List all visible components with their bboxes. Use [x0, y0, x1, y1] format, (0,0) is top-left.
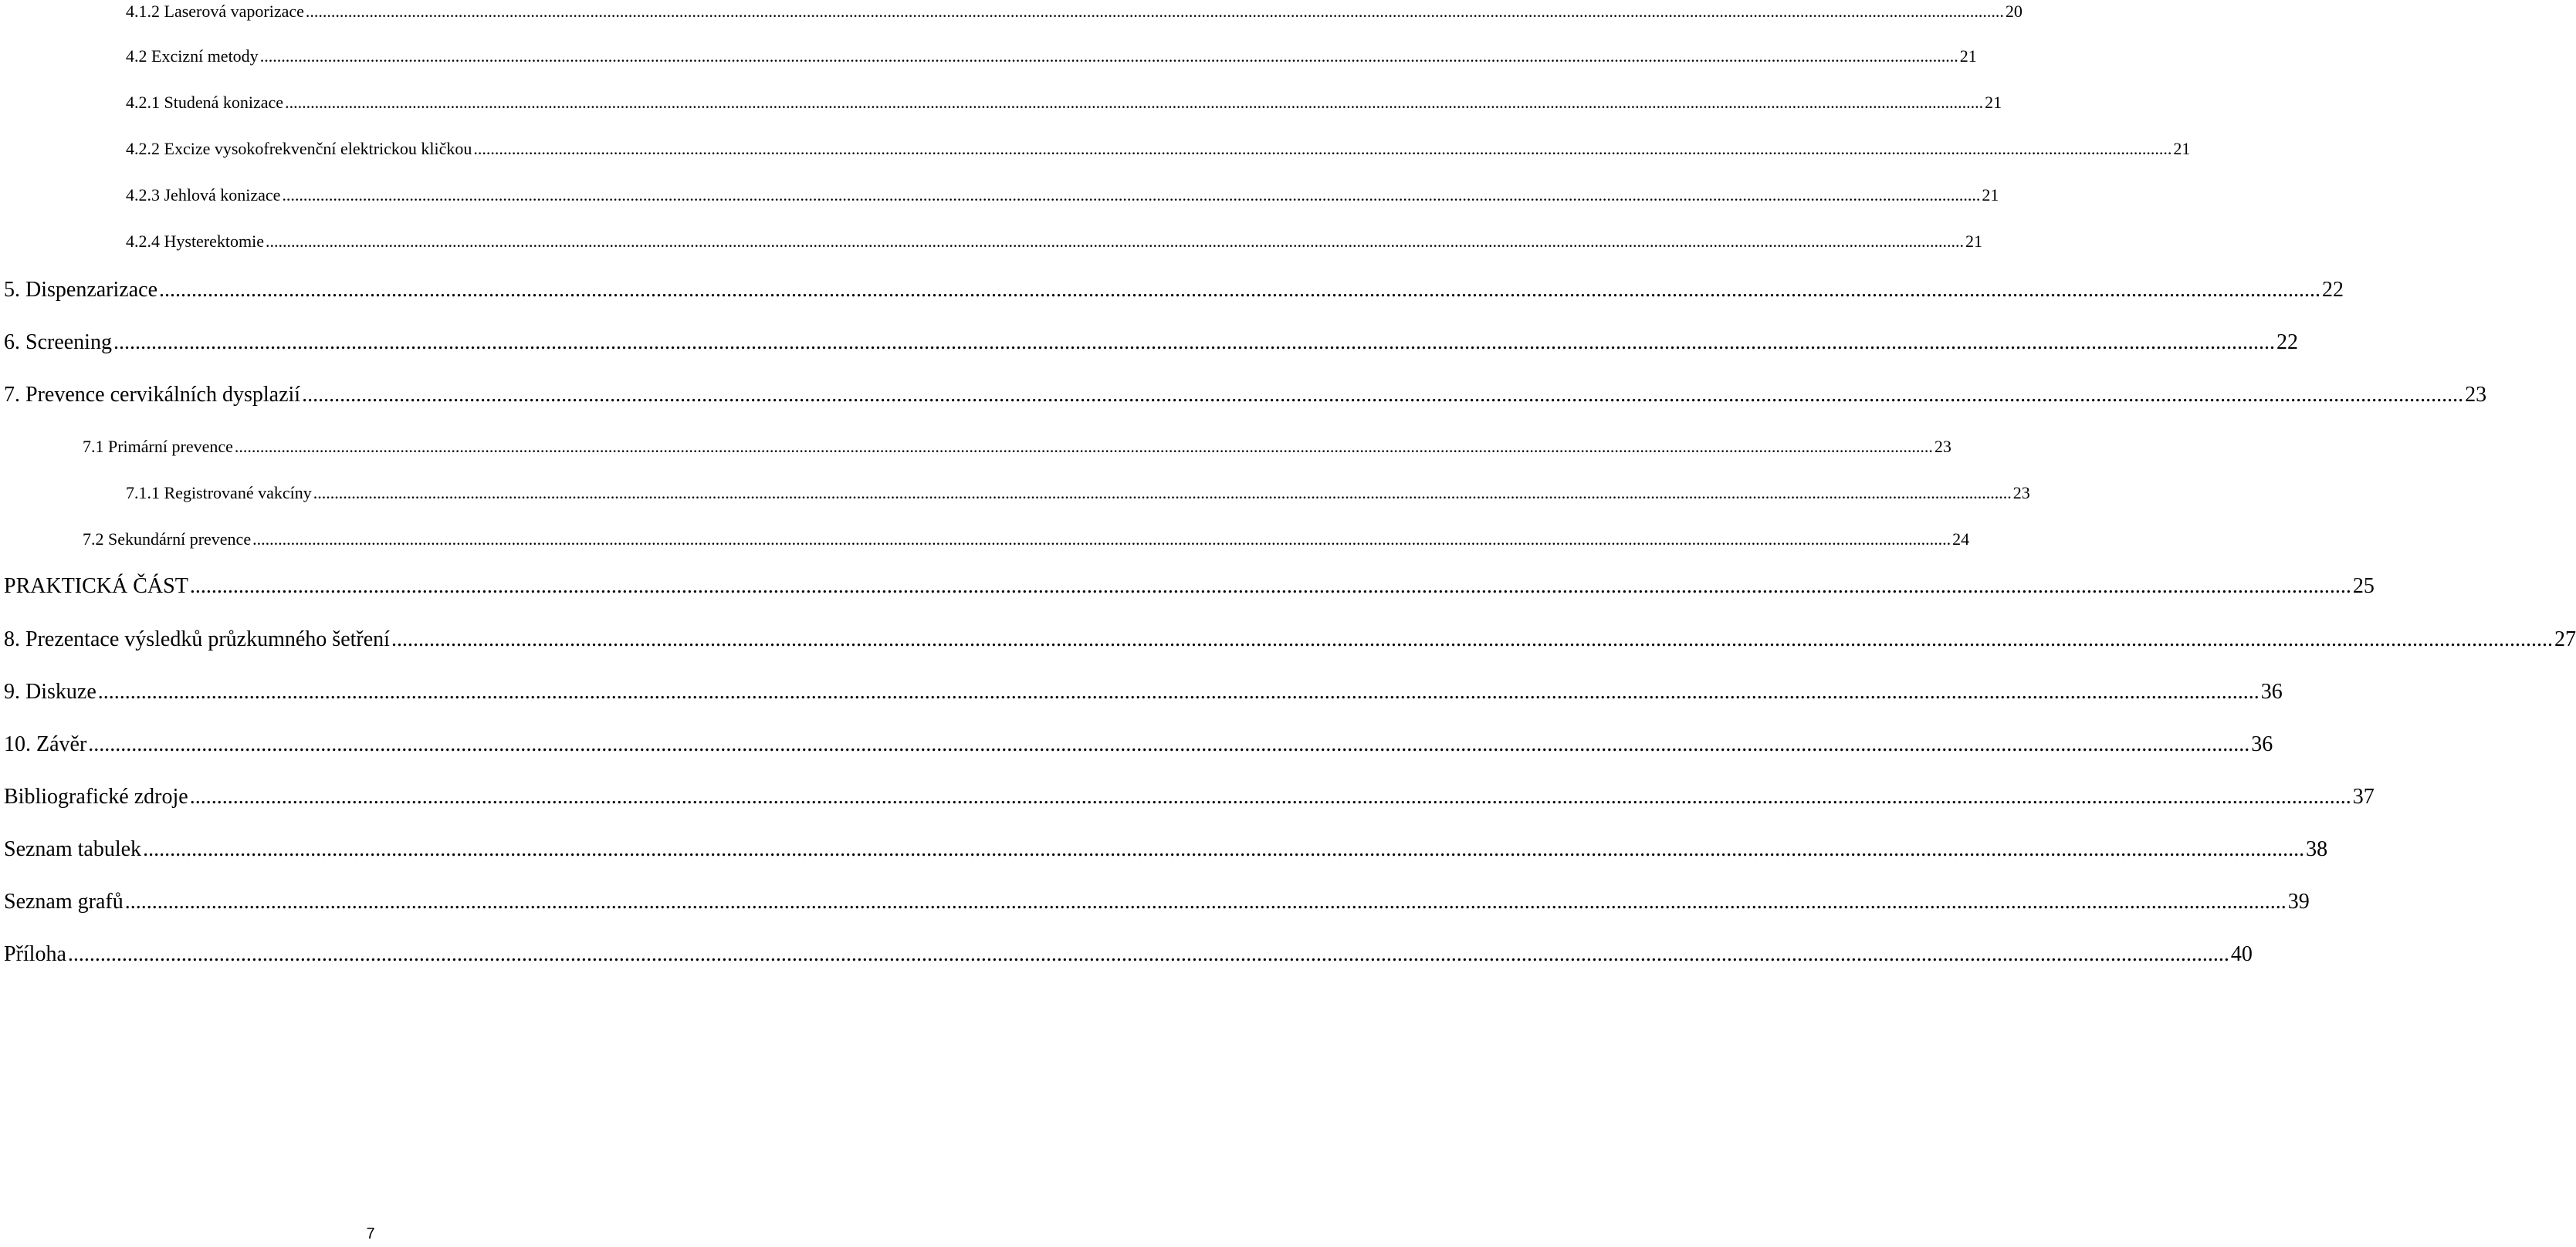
toc-entry[interactable] — [126, 91, 2002, 114]
toc-entry[interactable] — [4, 329, 2298, 357]
toc-entry-title: 7.2 Sekundární prevence — [83, 529, 252, 549]
toc-entry-page: 21 — [1965, 231, 1983, 251]
toc-dot-leader: ................................................................................................................................................................................................................................................................................................................................................................................................................ — [391, 627, 2553, 651]
toc-entry-page: 23 — [2465, 383, 2487, 407]
toc-dot-leader: ................................................................................................................................................................................................................................................................................................................................................................................................................ — [302, 383, 2464, 407]
toc-entry-title: 7.1 Primární prevence — [83, 437, 233, 456]
toc-dot-leader: ................................................................................................................................................................................................................................................................................................................................................................................................................ — [252, 529, 1951, 549]
toc-entry[interactable] — [4, 836, 2328, 863]
toc-entry-page: 21 — [1959, 46, 1977, 66]
toc-dot-leader: ................................................................................................................................................................................................................................................................................................................................................................................................................ — [285, 93, 1984, 112]
toc-entry[interactable] — [4, 941, 2253, 968]
toc-entry-title: 4.2 Excizní metody — [126, 46, 259, 66]
toc-entry[interactable] — [83, 435, 1951, 458]
toc-entry-title: 9. Diskuze — [4, 680, 96, 704]
toc-entry-title: 8. Prezentace výsledků průzkumného šetření — [4, 627, 390, 651]
toc-dot-leader: ................................................................................................................................................................................................................................................................................................................................................................................................................ — [97, 680, 2260, 704]
toc-entry-page: 23 — [1934, 437, 1951, 456]
toc-entry-title: 10. Závěr — [4, 732, 87, 756]
toc-dot-leader: ................................................................................................................................................................................................................................................................................................................................................................................................................ — [67, 942, 2229, 966]
toc-entry-title: 7. Prevence cervikálních dysplazií — [4, 383, 301, 407]
toc-entry[interactable] — [4, 678, 2283, 706]
toc-entry-title: 4.2.1 Studená konizace — [126, 93, 284, 112]
toc-entry-page: 22 — [2276, 330, 2298, 354]
toc-entry[interactable] — [4, 731, 2273, 759]
toc-entry-page: 20 — [2005, 2, 2023, 21]
toc-entry[interactable] — [126, 482, 2030, 505]
toc-entry-title: Příloha — [4, 942, 66, 966]
toc-dot-leader: ................................................................................................................................................................................................................................................................................................................................................................................................................ — [113, 330, 2275, 354]
toc-entry-page: 36 — [2251, 732, 2273, 756]
toc-entry-title: 6. Screening — [4, 330, 112, 354]
toc-entry[interactable] — [4, 626, 2576, 654]
toc-entry[interactable] — [4, 381, 2487, 409]
toc-entry[interactable] — [4, 783, 2375, 811]
toc-dot-leader: ................................................................................................................................................................................................................................................................................................................................................................................................................ — [189, 574, 2351, 598]
toc-entry-title: 4.2.4 Hysterektomie — [126, 231, 265, 251]
toc-entry[interactable] — [4, 888, 2310, 916]
toc-entry-title: 5. Dispenzarizace — [4, 278, 157, 302]
toc-entry-title: 4.1.2 Laserová vaporizace — [126, 2, 304, 21]
toc-entry[interactable] — [126, 0, 2023, 23]
toc-entry-title: 4.2.2 Excize vysokofrekvenční elektrickou kličkou — [126, 139, 472, 158]
toc-entry[interactable] — [83, 528, 1970, 551]
toc-entry-title: 7.1.1 Registrované vakcíny — [126, 483, 312, 502]
toc-entry-page: 36 — [2260, 680, 2283, 704]
toc-entry-page: 37 — [2352, 785, 2375, 809]
toc-entry[interactable] — [4, 573, 2375, 600]
toc-entry-page: 40 — [2230, 942, 2253, 966]
toc-entry-page: 25 — [2352, 574, 2375, 598]
toc-dot-leader: ................................................................................................................................................................................................................................................................................................................................................................................................................ — [234, 437, 1933, 456]
toc-entry-page: 22 — [2322, 278, 2344, 302]
toc-dot-leader: ................................................................................................................................................................................................................................................................................................................................................................................................................ — [266, 231, 1965, 251]
toc-entry-page: 38 — [2306, 837, 2328, 861]
toc-entry-page: 21 — [1985, 93, 2002, 112]
toc-entry-title: Bibliografické zdroje — [4, 785, 188, 809]
toc-entry-page: 21 — [2173, 139, 2191, 158]
toc-entry[interactable] — [4, 276, 2344, 304]
toc-dot-leader: ................................................................................................................................................................................................................................................................................................................................................................................................................ — [313, 483, 2012, 502]
toc-dot-leader: ................................................................................................................................................................................................................................................................................................................................................................................................................ — [259, 46, 1958, 66]
toc-entry[interactable] — [126, 184, 1999, 207]
toc-entry-page: 39 — [2287, 890, 2310, 914]
toc-dot-leader: ................................................................................................................................................................................................................................................................................................................................................................................................................ — [159, 278, 2320, 302]
toc-dot-leader: ................................................................................................................................................................................................................................................................................................................................................................................................................ — [189, 785, 2351, 809]
toc-entry[interactable] — [126, 230, 1983, 253]
page-number: 7 — [366, 1225, 375, 1242]
toc-entry-page: 23 — [2012, 483, 2030, 502]
toc-dot-leader: ................................................................................................................................................................................................................................................................................................................................................................................................................ — [305, 2, 2004, 21]
toc-entry-page: 24 — [1952, 529, 1970, 549]
toc-dot-leader: ................................................................................................................................................................................................................................................................................................................................................................................................................ — [143, 837, 2305, 861]
toc-dot-leader: ................................................................................................................................................................................................................................................................................................................................................................................................................ — [88, 732, 2250, 756]
toc-entry[interactable] — [126, 137, 2191, 161]
toc-entry-title: Seznam grafů — [4, 890, 124, 914]
toc-dot-leader: ................................................................................................................................................................................................................................................................................................................................................................................................................ — [124, 890, 2287, 914]
toc-entry-page: 27 — [2554, 627, 2576, 651]
toc-entry-title: 4.2.3 Jehlová konizace — [126, 185, 281, 204]
toc-dot-leader: ................................................................................................................................................................................................................................................................................................................................................................................................................ — [282, 185, 1981, 204]
toc-entry[interactable] — [126, 45, 1977, 68]
toc-entry-title: Seznam tabulek — [4, 837, 142, 861]
toc-dot-leader: ................................................................................................................................................................................................................................................................................................................................................................................................................ — [473, 139, 2172, 158]
toc-entry-page: 21 — [1982, 185, 1999, 204]
toc-entry-title: PRAKTICKÁ ČÁST — [4, 574, 188, 598]
